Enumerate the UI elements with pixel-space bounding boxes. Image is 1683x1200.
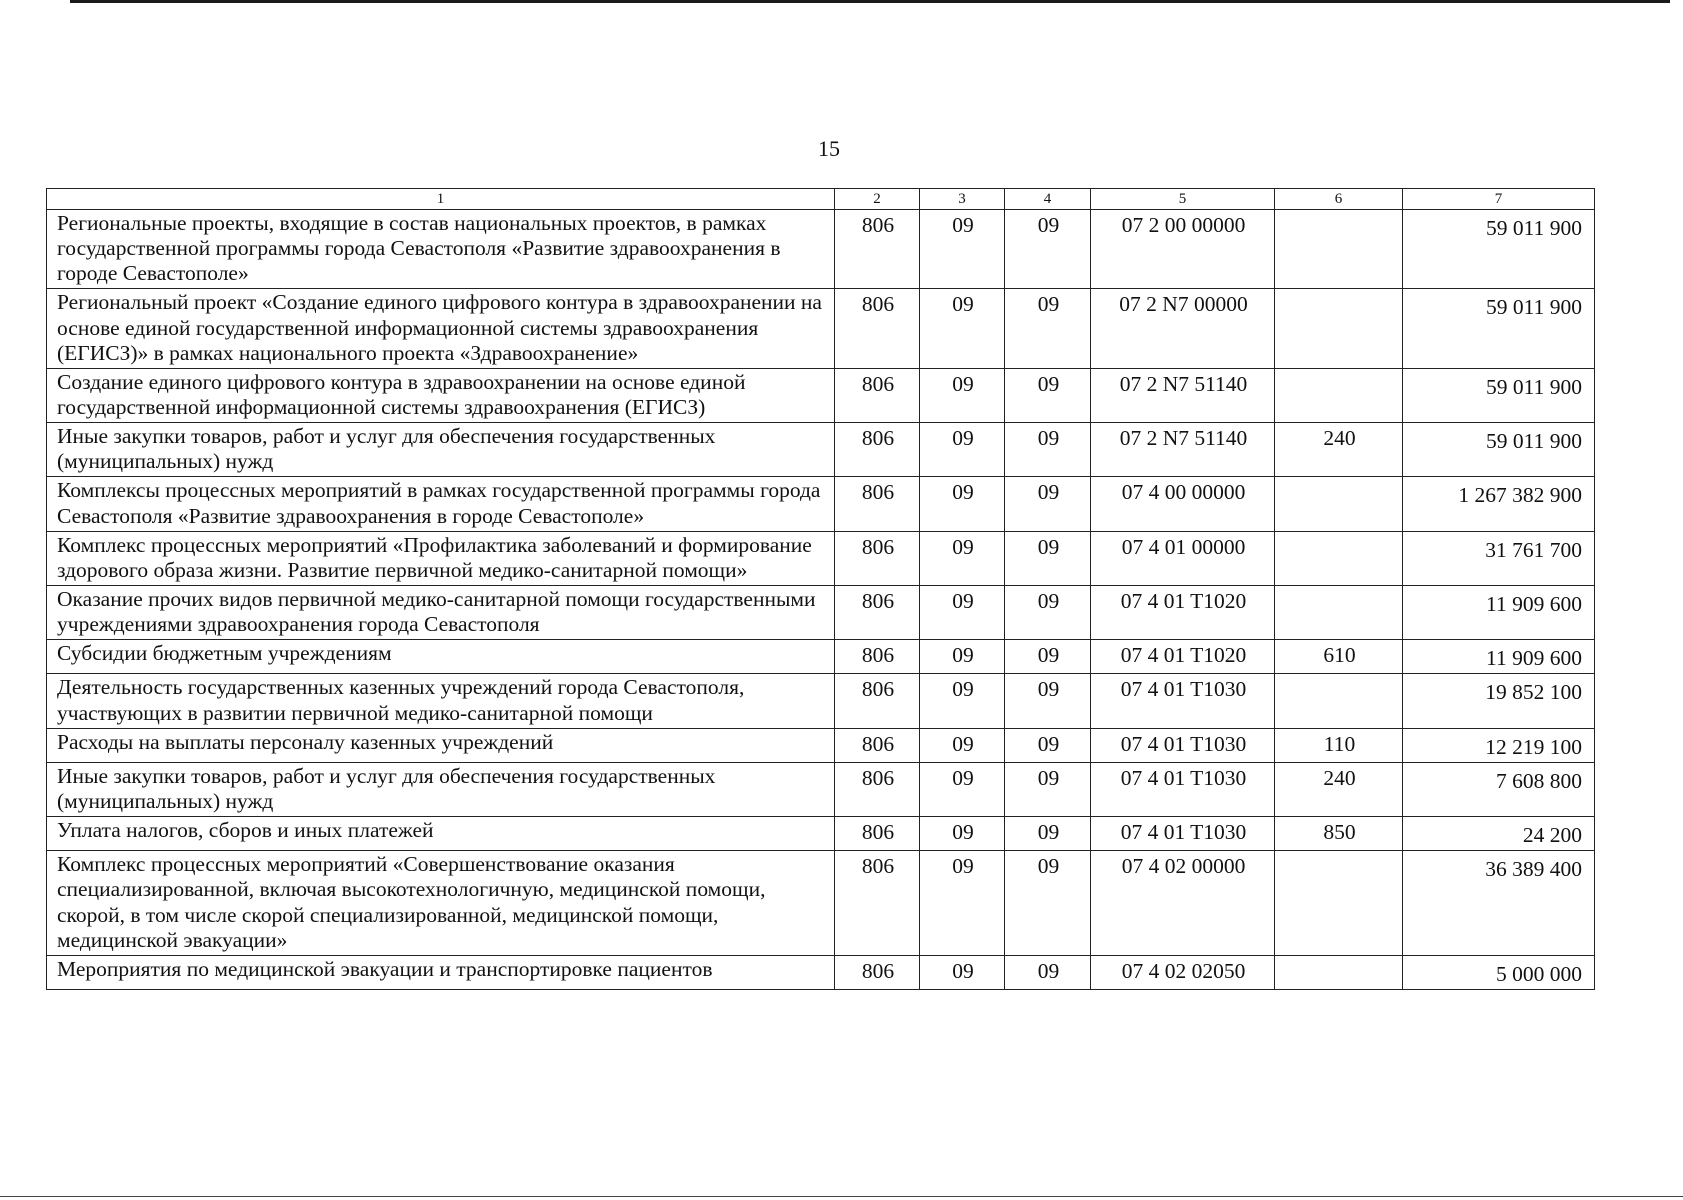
cell-grbs: 806 <box>835 368 920 422</box>
cell-target-article: 07 4 01 T1030 <box>1091 762 1275 816</box>
cell-target-article: 07 4 02 00000 <box>1091 851 1275 956</box>
cell-target-article: 07 2 N7 00000 <box>1091 289 1275 368</box>
cell-grbs: 806 <box>835 210 920 289</box>
cell-amount: 19 852 100 <box>1403 674 1595 728</box>
cell-subsection: 09 <box>1005 851 1091 956</box>
table-row <box>47 531 1595 585</box>
header-col-3: 3 <box>920 189 1005 210</box>
cell-subsection: 09 <box>1005 210 1091 289</box>
cell-expense-type <box>1275 955 1403 989</box>
cell-amount: 59 011 900 <box>1403 289 1595 368</box>
cell-section: 09 <box>920 728 1005 762</box>
cell-grbs: 806 <box>835 674 920 728</box>
budget-table <box>46 188 1595 990</box>
cell-subsection: 09 <box>1005 531 1091 585</box>
cell-name: Комплекс процессных мероприятий «Профилактика заболеваний и формирование здорового образа жизни. Развитие первичной медико-санитарной помощи» <box>47 531 835 585</box>
header-col-6: 6 <box>1275 189 1403 210</box>
cell-target-article: 07 4 01 T1020 <box>1091 640 1275 674</box>
cell-name: Субсидии бюджетным учреждениям <box>47 640 835 674</box>
header-col-2: 2 <box>835 189 920 210</box>
cell-name: Региональные проекты, входящие в состав национальных проектов, в рамках государственной программы города Севастополя «Развитие здравоохранения в городе Севастополе» <box>47 210 835 289</box>
cell-section: 09 <box>920 210 1005 289</box>
header-row <box>47 189 1595 210</box>
cell-section: 09 <box>920 851 1005 956</box>
cell-grbs: 806 <box>835 531 920 585</box>
cell-section: 09 <box>920 674 1005 728</box>
header-col-7: 7 <box>1403 189 1595 210</box>
cell-subsection: 09 <box>1005 955 1091 989</box>
cell-grbs: 806 <box>835 728 920 762</box>
cell-expense-type: 240 <box>1275 423 1403 477</box>
cell-expense-type <box>1275 585 1403 639</box>
cell-amount: 59 011 900 <box>1403 423 1595 477</box>
header-col-5: 5 <box>1091 189 1275 210</box>
cell-target-article: 07 2 00 00000 <box>1091 210 1275 289</box>
table-row <box>47 640 1595 674</box>
table-row <box>47 817 1595 851</box>
cell-amount: 59 011 900 <box>1403 368 1595 422</box>
cell-amount: 36 389 400 <box>1403 851 1595 956</box>
table-row <box>47 477 1595 531</box>
cell-expense-type: 110 <box>1275 728 1403 762</box>
cell-amount: 31 761 700 <box>1403 531 1595 585</box>
cell-subsection: 09 <box>1005 585 1091 639</box>
cell-subsection: 09 <box>1005 477 1091 531</box>
cell-subsection: 09 <box>1005 289 1091 368</box>
cell-name: Оказание прочих видов первичной медико-санитарной помощи государственными учреждениями здравоохранения города Севастополя <box>47 585 835 639</box>
cell-grbs: 806 <box>835 477 920 531</box>
cell-target-article: 07 2 N7 51140 <box>1091 368 1275 422</box>
cell-expense-type <box>1275 368 1403 422</box>
cell-target-article: 07 4 01 T1020 <box>1091 585 1275 639</box>
table-row <box>47 762 1595 816</box>
cell-expense-type <box>1275 674 1403 728</box>
cell-name: Иные закупки товаров, работ и услуг для обеспечения государственных (муниципальных) нужд <box>47 423 835 477</box>
cell-expense-type <box>1275 289 1403 368</box>
cell-expense-type <box>1275 477 1403 531</box>
cell-expense-type: 850 <box>1275 817 1403 851</box>
cell-section: 09 <box>920 955 1005 989</box>
cell-target-article: 07 4 01 T1030 <box>1091 728 1275 762</box>
cell-expense-type <box>1275 210 1403 289</box>
cell-target-article: 07 4 01 T1030 <box>1091 817 1275 851</box>
cell-expense-type <box>1275 531 1403 585</box>
cell-grbs: 806 <box>835 955 920 989</box>
cell-subsection: 09 <box>1005 728 1091 762</box>
cell-name: Мероприятия по медицинской эвакуации и транспортировке пациентов <box>47 955 835 989</box>
table-row <box>47 423 1595 477</box>
cell-target-article: 07 4 01 00000 <box>1091 531 1275 585</box>
cell-amount: 11 909 600 <box>1403 640 1595 674</box>
cell-section: 09 <box>920 817 1005 851</box>
cell-subsection: 09 <box>1005 640 1091 674</box>
cell-grbs: 806 <box>835 289 920 368</box>
table-row <box>47 368 1595 422</box>
cell-amount: 59 011 900 <box>1403 210 1595 289</box>
cell-section: 09 <box>920 762 1005 816</box>
cell-subsection: 09 <box>1005 368 1091 422</box>
cell-section: 09 <box>920 423 1005 477</box>
cell-amount: 5 000 000 <box>1403 955 1595 989</box>
cell-target-article: 07 4 02 02050 <box>1091 955 1275 989</box>
table-row <box>47 851 1595 956</box>
header-col-4: 4 <box>1005 189 1091 210</box>
cell-name: Иные закупки товаров, работ и услуг для обеспечения государственных (муниципальных) нужд <box>47 762 835 816</box>
cell-section: 09 <box>920 477 1005 531</box>
cell-target-article: 07 2 N7 51140 <box>1091 423 1275 477</box>
cell-name: Создание единого цифрового контура в здравоохранении на основе единой государственной информационной системы здравоохранения (ЕГИСЗ) <box>47 368 835 422</box>
cell-amount: 7 608 800 <box>1403 762 1595 816</box>
cell-amount: 12 219 100 <box>1403 728 1595 762</box>
table-row <box>47 955 1595 989</box>
cell-name: Расходы на выплаты персоналу казенных учреждений <box>47 728 835 762</box>
cell-target-article: 07 4 00 00000 <box>1091 477 1275 531</box>
table-row <box>47 210 1595 289</box>
top-scan-edge <box>70 0 1670 3</box>
cell-target-article: 07 4 01 T1030 <box>1091 674 1275 728</box>
cell-grbs: 806 <box>835 817 920 851</box>
cell-expense-type: 240 <box>1275 762 1403 816</box>
table-header <box>47 189 1595 210</box>
cell-grbs: 806 <box>835 851 920 956</box>
cell-subsection: 09 <box>1005 762 1091 816</box>
cell-subsection: 09 <box>1005 817 1091 851</box>
table-row <box>47 585 1595 639</box>
cell-name: Комплексы процессных мероприятий в рамках государственной программы города Севастополя «Развитие здравоохранения в городе Севастополе» <box>47 477 835 531</box>
cell-name: Деятельность государственных казенных учреждений города Севастополя, участвующих в развитии первичной медико-санитарной помощи <box>47 674 835 728</box>
cell-section: 09 <box>920 585 1005 639</box>
cell-amount: 24 200 <box>1403 817 1595 851</box>
cell-grbs: 806 <box>835 585 920 639</box>
bottom-scan-edge <box>0 1196 1683 1197</box>
cell-section: 09 <box>920 531 1005 585</box>
cell-expense-type <box>1275 851 1403 956</box>
cell-amount: 11 909 600 <box>1403 585 1595 639</box>
cell-grbs: 806 <box>835 762 920 816</box>
table-row <box>47 728 1595 762</box>
cell-subsection: 09 <box>1005 423 1091 477</box>
table-row <box>47 289 1595 368</box>
header-col-1: 1 <box>47 189 835 210</box>
cell-expense-type: 610 <box>1275 640 1403 674</box>
cell-section: 09 <box>920 640 1005 674</box>
cell-grbs: 806 <box>835 640 920 674</box>
cell-name: Уплата налогов, сборов и иных платежей <box>47 817 835 851</box>
cell-section: 09 <box>920 289 1005 368</box>
cell-section: 09 <box>920 368 1005 422</box>
cell-amount: 1 267 382 900 <box>1403 477 1595 531</box>
cell-grbs: 806 <box>835 423 920 477</box>
table-body <box>47 210 1595 990</box>
table-row <box>47 674 1595 728</box>
page-number: 15 <box>818 136 840 161</box>
cell-subsection: 09 <box>1005 674 1091 728</box>
cell-name: Комплекс процессных мероприятий «Совершенствование оказания специализированной, включая высокотехнологичную, медицинской помощи, скорой, в том числе скорой специализированной, медицинской помощи, медицинской эвакуации» <box>47 851 835 956</box>
cell-name: Региональный проект «Создание единого цифрового контура в здравоохранении на основе единой государственной информационной системы здравоохранения (ЕГИСЗ)» в рамках национального проекта «Здравоохранение» <box>47 289 835 368</box>
